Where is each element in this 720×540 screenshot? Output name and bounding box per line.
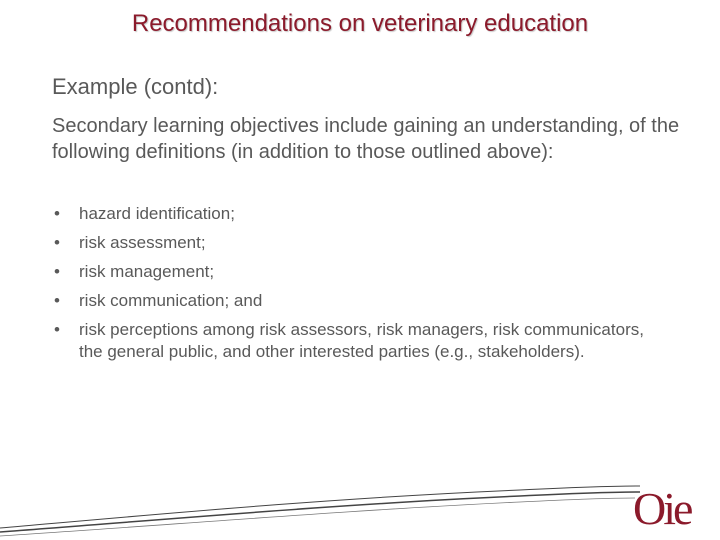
list-item [52,319,672,363]
definitions-list [52,203,672,363]
slide-title: Recommendations on veterinary education [131,10,589,37]
footer-swoosh-decoration [0,470,720,540]
list-item [52,290,672,312]
list-item-text: hazard identification; [79,204,235,223]
bullet-icon: • [54,204,60,223]
list-item-text: risk perceptions among risk assessors, risk managers, risk communicators, the general public, and other interested parties (e.g., stakeholders). [79,320,644,361]
list-item [52,232,672,254]
oie-logo [633,483,717,534]
list-item-text: risk assessment; [79,233,206,252]
bullet-icon: • [54,233,60,252]
list-item-text: risk management; [79,262,215,281]
slide-subtitle: Example (contd): [52,74,219,99]
swoosh-line-thin [0,498,635,536]
bullet-icon: • [54,262,60,281]
list-item [52,261,672,283]
list-item [52,203,672,225]
list-item-text: risk communication; and [79,291,263,310]
bullet-icon: • [54,291,60,310]
intro-paragraph: Secondary learning objectives include gaining an understanding, of the following definitions (in addition to those outlined above): [52,115,680,163]
bullet-icon: • [54,320,60,339]
swoosh-line-lower [0,492,640,532]
oie-logo-mark: Oie [633,483,691,534]
